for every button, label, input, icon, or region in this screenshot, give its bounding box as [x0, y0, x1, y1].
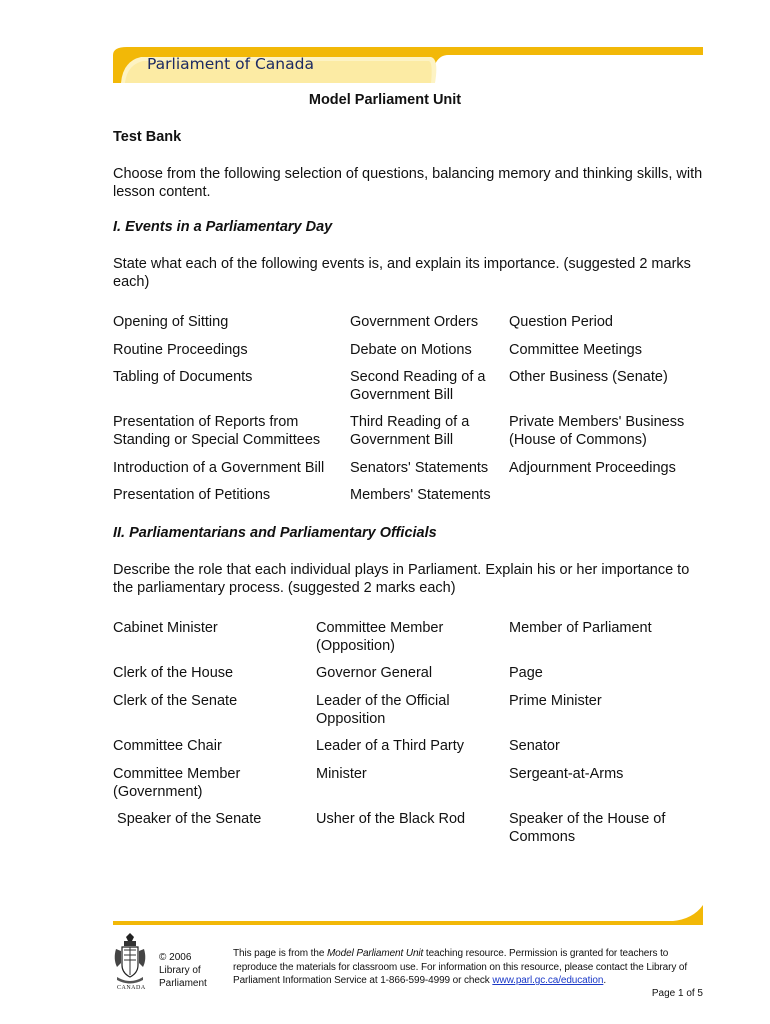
event-cell: Routine Proceedings	[113, 342, 248, 358]
note-text: teaching resource. Permission is granted for teachers to reproduce the materials for classroom use. For information on this resource, please contact the Library of Parliament Information Service at 1-866-599-4999 or check	[233, 948, 688, 986]
coat-of-arms-icon	[113, 933, 147, 993]
education-link[interactable]: www.parl.gc.ca/education	[492, 975, 604, 986]
event-cell: Opening of Sitting	[113, 314, 229, 330]
event-cell: Government Orders	[350, 314, 479, 330]
official-cell: Committee Member (Opposition)	[316, 620, 444, 654]
event-cell: Adjournment Proceedings	[509, 460, 676, 476]
official-cell: Clerk of the Senate	[113, 693, 238, 709]
official-cell: Speaker of the House of Commons	[509, 811, 666, 845]
event-cell: Introduction of a Government Bill	[113, 460, 325, 476]
official-cell: Senator	[509, 738, 560, 754]
section-1-heading: I. Events in a Parliamentary Day	[113, 219, 333, 235]
official-cell: Speaker of the Senate	[113, 811, 262, 827]
intro-paragraph: Choose from the following selection of questions, balancing memory and thinking skills, with lesson content.	[113, 166, 703, 200]
note-text: .	[603, 975, 607, 986]
event-cell: Presentation of Reports from Standing or Special Committees	[113, 414, 321, 448]
official-cell: Leader of a Third Party	[316, 738, 465, 754]
event-cell: Members' Statements	[350, 487, 491, 503]
event-cell: Senators' Statements	[350, 460, 489, 476]
header-banner	[113, 45, 703, 83]
official-cell: Minister	[316, 766, 367, 782]
official-cell: Prime Minister	[509, 693, 602, 709]
event-cell: Other Business (Senate)	[509, 369, 668, 385]
copyright-block	[159, 951, 207, 990]
official-cell: Cabinet Minister	[113, 620, 218, 636]
section-2-instructions: Describe the role that each individual plays in Parliament. Explain his or her importance to the parliamentary process. (suggested 2 marks each)	[113, 562, 690, 596]
copyright-line: Library of	[159, 965, 201, 976]
document-title: Model Parliament Unit	[308, 92, 462, 108]
section-1-instructions: State what each of the following events is, and explain its importance. (suggested 2 marks each)	[113, 256, 691, 290]
official-cell: Usher of the Black Rod	[316, 811, 466, 827]
note-unit-title: Model Parliament Unit	[326, 948, 424, 959]
test-bank-heading: Test Bank	[113, 129, 182, 145]
official-cell: Member of Parliament	[509, 620, 652, 636]
official-cell: Governor General	[316, 665, 433, 681]
copyright-line: © 2006	[159, 952, 192, 963]
banner-title: Parliament of Canada	[147, 55, 314, 73]
permission-note	[233, 947, 703, 988]
event-cell: Debate on Motions	[350, 342, 472, 358]
event-cell: Tabling of Documents	[113, 369, 253, 385]
event-cell: Private Members' Business (House of Commons)	[509, 414, 685, 448]
event-cell: Presentation of Petitions	[113, 487, 271, 503]
crest-label: CANADA	[117, 985, 146, 991]
official-cell: Clerk of the House	[113, 665, 234, 681]
copyright-line: Parliament	[159, 978, 207, 989]
official-cell: Sergeant-at-Arms	[509, 766, 624, 782]
footer-rule	[113, 905, 703, 927]
note-text: This page is from the	[233, 948, 327, 959]
section-2-heading: II. Parliamentarians and Parliamentary Officials	[113, 525, 437, 541]
official-cell: Committee Member (Government)	[113, 766, 241, 800]
official-cell: Leader of the Official Opposition	[316, 693, 450, 727]
event-cell: Third Reading of a Government Bill	[350, 414, 470, 448]
official-cell: Page	[509, 665, 543, 681]
official-cell: Committee Chair	[113, 738, 222, 754]
event-cell: Committee Meetings	[509, 342, 642, 358]
event-cell: Second Reading of a Government Bill	[350, 369, 486, 403]
event-cell: Question Period	[509, 314, 613, 330]
page-number: Page 1 of 5	[651, 988, 703, 999]
